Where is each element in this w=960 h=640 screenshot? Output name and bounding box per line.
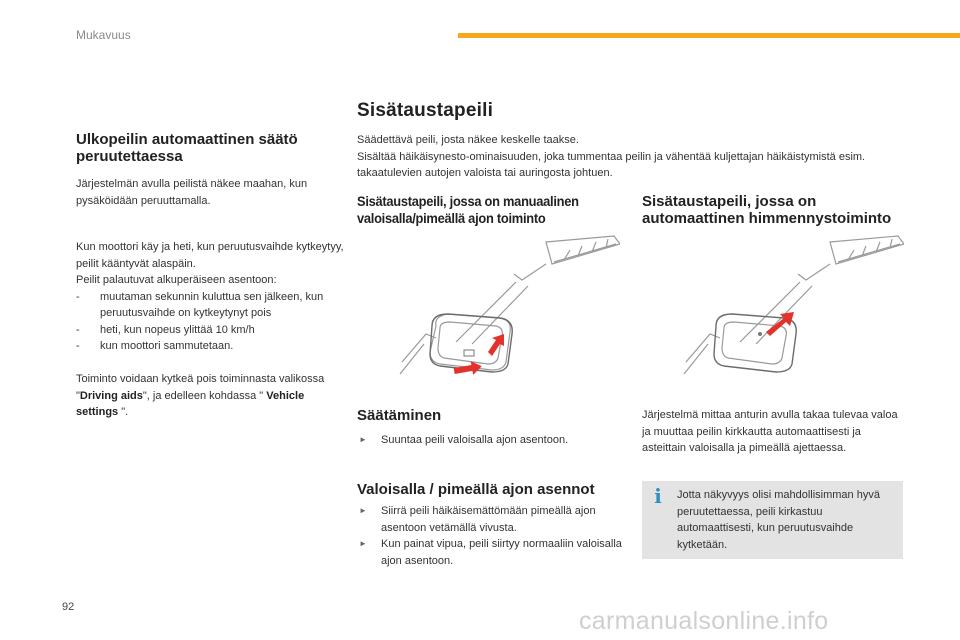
- info-icon: i: [654, 484, 662, 508]
- paragraph-disable-function: [76, 371, 346, 421]
- paragraph-reverse-intro: Järjestelmän avulla peilistä näkee maahan, kun pysäköidään peruuttamalla.: [76, 178, 308, 207]
- heading-manual-mirror: Sisätaustapeili, jossa on manuaalinen valoisalla/pimeällä ajon toiminto: [357, 193, 579, 226]
- intro-line-2: Sisältää häikäisynesto-ominaisuuden, joka tummentaa peilin ja vähentää kuljettajan häikäistymistä esim. takaatulevien autojen valoista tai auringosta johtuen.: [357, 150, 866, 179]
- paragraph-reverse-details: [76, 239, 346, 355]
- list-item: - muutaman sekunnin kuluttua sen jälkeen, kun peruutusvaihde on kytkeytynyt pois: [76, 289, 346, 322]
- heading-adjusting: Säätäminen: [357, 407, 442, 424]
- header-accent-bar: [458, 33, 960, 38]
- page-number: 92: [62, 601, 75, 613]
- reverse-line-2: Peilit palautuvat alkuperäiseen asentoon:: [76, 274, 277, 286]
- disable-text-1: Toiminto voidaan kytkeä pois toiminnasta valikossa ": [76, 373, 325, 402]
- list-item: ► Siirrä peili häikäisemättömään pimeällä ajon asentoon vetämällä vivusta.: [357, 503, 627, 536]
- auto-dimming-mirror-illustration: [680, 234, 904, 394]
- intro-paragraph: [357, 132, 917, 182]
- page-title: Sisätaustapeili: [357, 100, 494, 121]
- list-item: - heti, kun nopeus ylittää 10 km/h: [76, 322, 346, 339]
- reverse-return-list: [76, 289, 346, 355]
- adjust-list: [357, 432, 627, 449]
- auto-dimming-paragraph: Järjestelmä mittaa anturin avulla takaa tulevaa valoa ja muuttaa peilin kirkkautta automaattisesti ja asteittain valoisalla ja pimeällä ajettaessa.: [642, 409, 898, 454]
- list-item: - kun moottori sammutetaan.: [76, 338, 346, 355]
- driving-aids-label: Driving aids: [79, 389, 143, 402]
- watermark: carmanualsonline.info: [579, 607, 829, 635]
- intro-line-1: Säädettävä peili, josta näkee keskelle taakse.: [357, 134, 579, 146]
- reverse-line-1: Kun moottori käy ja heti, kun peruutusvaihde kytkeytyy, peilit kääntyvät alaspäin.: [76, 241, 344, 270]
- section-label: Mukavuus: [76, 28, 131, 42]
- heading-auto-dimming: Sisätaustapeili, jossa on automaattinen himmennystoiminto: [642, 193, 892, 227]
- heading-day-night: Valoisalla / pimeällä ajon asennot: [357, 481, 595, 498]
- manual-mirror-illustration: [396, 234, 620, 394]
- list-item: ► Suuntaa peili valoisalla ajon asentoon.: [357, 432, 627, 449]
- vehicle-settings-label: Vehicle settings: [76, 389, 305, 418]
- list-item: ► Kun painat vipua, peili siirtyy normaaliin valoisalla ajon asentoon.: [357, 536, 627, 569]
- info-text: Jotta näkyvyys olisi mahdollisimman hyvä peruutettaessa, peili kirkastuu automaattisesti, kun peruutusvaihde kytketään.: [677, 489, 880, 551]
- disable-text-3: ".: [118, 406, 129, 418]
- disable-text-2: ", ja edelleen kohdassa ": [142, 389, 267, 402]
- heading-mirror-auto-reverse: Ulkopeilin automaattinen säätö peruutettaessa: [76, 131, 298, 165]
- day-night-list: [357, 503, 627, 569]
